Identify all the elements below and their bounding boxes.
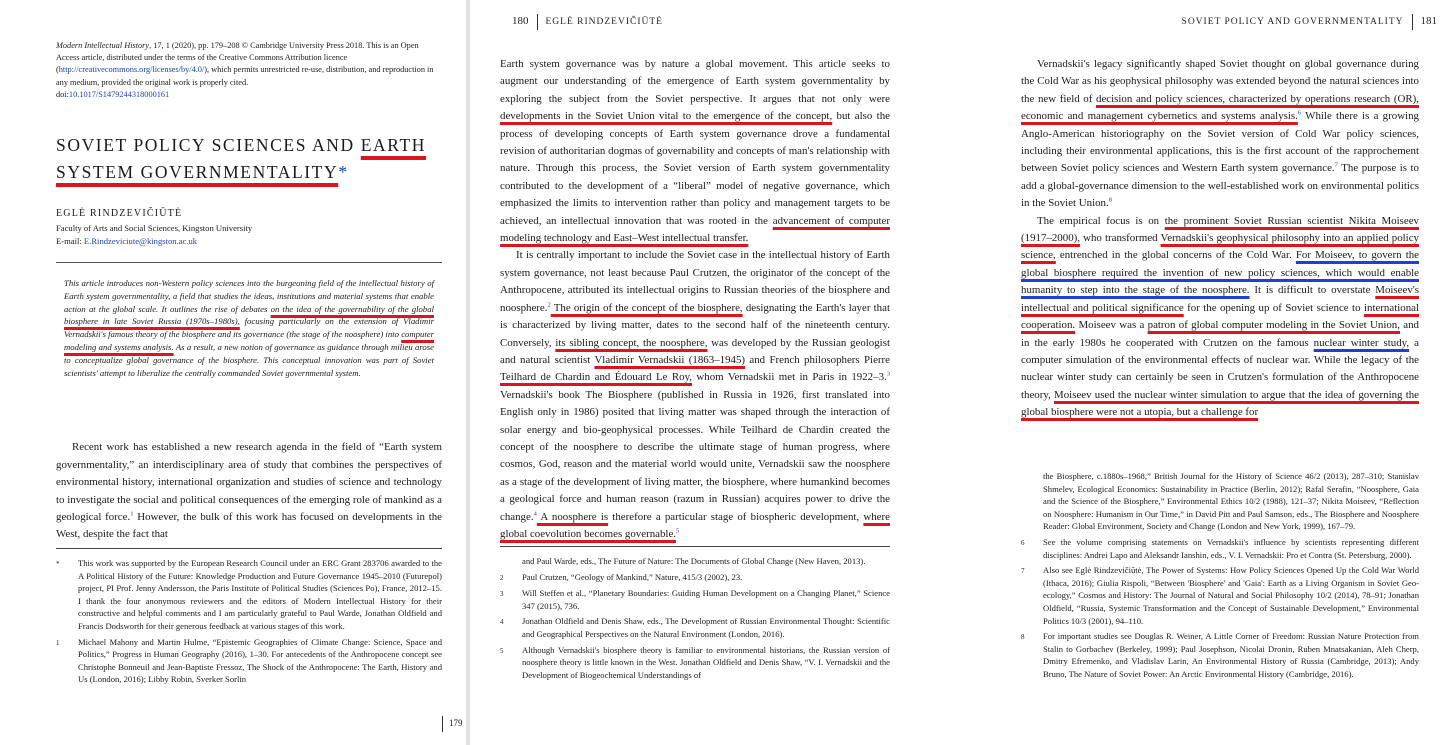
highlight-underline: its sibling concept, the noosphere,	[555, 336, 708, 349]
footnote: 6 See the volume comprising statements on Vernadskii's influence by scientists representing different disciplines: Andrei Lapo and Aleksandr Ianshin, eds., V. I. Vernadskii: Pro et Contra (St. Petersburg, 2000).	[1021, 536, 1419, 560]
footnotes	[56, 548, 442, 689]
body-text	[1021, 56, 1419, 422]
highlight-underline: where global coevolution becomes governable.	[500, 510, 890, 540]
highlight-underline: patron of global computer modeling in the Soviet Union,	[1147, 319, 1400, 332]
footnote-link[interactable]: 1	[130, 510, 134, 518]
footnote: 4 Jonathan Oldfield and Denis Shaw, eds., The Development of Russian Environmental Thought: Scientific and Geographical Perspectives on the Natural Environment (London, 2016).	[500, 616, 890, 639]
highlight-underline: Teilhard de Chardin and Édouard Le Roy,	[500, 371, 693, 384]
article-meta: Modern Intellectual History, 17, 1 (2020), pp. 179–208 © Cambridge University Press 2018. This is an Open Access article, distributed under the terms of the Creative Commons Attribution licence (http://creativecommons.org/licenses/by/4.0/), which permits unrestricted re-use, distribution, and reproduction in any medium, provided the original work is properly cited. doi:10.1017/S1479244318000161	[56, 41, 434, 99]
footnote: * This work was supported by the European Research Council under an ERC Grant 283706 awarded to the A Political History of the Future: Knowledge Production and Future Governance 1945–2010 (Futurepol) project, PI Prof. Jenny Andersson, the Paris Institute of Political Studies (Sciences Po), France, 2012–15. I thank the four anonymous reviewers and the editors of Modern Intellectual History for their constructive and helpful comments and I am particularly grateful to Paul Warde, Jonathan Oldfield and Francis Dodsworth for their generous feedback at various stages of this work.	[56, 558, 442, 631]
highlight-underline: Moiseev used the nuclear winter simulation to argue that the idea of governing the global biosphere were not a utopia, but a challenge for	[1021, 388, 1419, 419]
running-head: SOVIET POLICY AND GOVERNMENTALITY 181	[1182, 14, 1437, 30]
page-spread	[470, 0, 1456, 745]
paragraph: Recent work has established a new research agenda in the field of “Earth system governmentality,” an interdisciplinary area of study that combines the perspectives of environmental history, international organization and studies of science and technology to investigate the social and political consequences of the emerging role of mankind as a geological force.$^1$ However, the bulk of this work has focused on developments in the West, despite the fact that	[56, 441, 442, 541]
highlight-underline: decision and policy sciences, characterized by operations research (OR), economic and management cybernetics and systems analysis.	[1021, 92, 1419, 123]
author-affiliation: Faculty of Arts and Social Sciences, Kingston University E-mail: E.Rindzeviciute@kingston.ac.uk	[56, 223, 253, 247]
highlight-underline: computer modeling and systems analysis.	[64, 329, 434, 352]
body-text	[56, 439, 442, 543]
footnote: 2 Paul Crutzen, “Geology of Mankind,” Nature, 415/3 (2002), 23.	[500, 571, 743, 582]
highlight-underline: Vladimir Vernadskii (1863–1945)	[594, 353, 746, 366]
footnote: and Paul Warde, eds., The Future of Nature: The Documents of Global Change (New Haven, 2013).	[522, 556, 866, 566]
highlight-underline: Vernadskii's geophysical philosophy into an applied policy science,	[1021, 232, 1419, 262]
footnote: 3 Will Steffen et al., “Planetary Boundaries: Guiding Human Development on a Changing Planet,” Science 347 (2015), 736.	[500, 588, 890, 611]
page-number: 179	[442, 716, 463, 732]
paragraph: Earth system governance was by nature a global movement. This article seeks to augment our understanding of the emergence of Earth system governmentality by exploring the subject from the Soviet perspective. It argues that not only were developments in the Soviet Union vital to the emergence of the concept, but also the process of developing concepts of Earth system governance drove a fundamental revision of authoritarian dogmas of governability and concepts of man's relationship with nature. Through this process, the Soviet version of Earth system governmentality contributed to the development of a “liberal” model of negative governance, which emphasized the limits to intervention rather than policy and management targets to be achieved, an intellectual innovation that was rooted in the advancement of computer modeling technology and East–West intellectual transfer.	[500, 58, 890, 245]
highlight-underline-blue: For Moiseev, to govern the global biosphere required the invention of new policy sciences, which would enable humanity to step into the stage of the noosphere.	[1021, 249, 1420, 297]
highlight-underline-blue: nuclear winter study,	[1313, 336, 1410, 349]
paragraph: Vernadskii's legacy significantly shaped Soviet thought on global governance during the Cold War as his geophysical philosophy was extended beyond the natural sciences into the new field of decision and policy sciences, characterized by operations research (OR), economic and management cybernetics and systems analysis.$^6$ While there is a growing Anglo-American historiography on the Soviet version of Cold War policy sciences, including their environmental applications, this is the first account of the rapprochement between Soviet policy sciences and Western Earth system governance.$^7$ The purpose is to add a global-governance dimension to the well-established work on environmental politics in the Soviet Union.$^8$	[1021, 58, 1420, 210]
article-title: SOVIET POLICY SCIENCES AND EARTH SYSTEM GOVERNMENTALITY*	[56, 135, 427, 183]
footnote-link[interactable]: 8	[1108, 196, 1112, 204]
footnote-link[interactable]: 4	[533, 509, 537, 517]
paragraph: It is centrally important to include the Soviet case in the intellectual history of Earth system governance, not least because Paul Crutzen, the originator of the concept of the Anthropocene, attributed its intellectual origins to Russian theories of the biosphere and noosphere.$^2$ The origin of the concept of the biosphere, designating the Earth's layer that is characterized by living matter, dates to the second half of the nineteenth century. Conversely, its sibling concept, the noosphere, was developed by the Russian geologist and natural scientist Vladimir Vernadskii (1863–1945) and French philosophers Pierre Teilhard de Chardin and Édouard Le Roy, whom Vernadskii met in Paris in 1922–3.$^3$ Vernadskii's book The Biosphere (published in Russia in 1926, first translated into English only in 1986) posited that living matter was shaped through the interaction of solar energy and bio-geophysical processes. While Teilhard de Chardin created the concept of the noosphere to describe the ultimate stage of human progress, where cosmos, God, reason and the material world would unite, Vernadskii saw the noosphere as a stage of the development of living matter, the biosphere, where humankind becomes a geological force and human reason (razum in Russian) acquires power to drive the change.$^4$ A noosphere is therefore a particular stage of biospheric development, where global coevolution becomes governable.$^5$	[500, 249, 890, 540]
highlight-underline: A noosphere is	[536, 510, 609, 523]
footnotes	[1021, 470, 1419, 684]
footnote-rule	[500, 546, 890, 547]
footnote-link[interactable]: 3	[886, 370, 890, 378]
footnote: 1 Michael Mahony and Martin Hulme, “Epistemic Geographies of Climate Change: Science, Space and Politics,” Progress in Human Geography (2016), 1–30. For antecedents of the Anthropocene concept see Christophe Bonneuil and Jean-Baptiste Fressoz, The Shock of the Anthropocene: The Earth, History and Us (London, 2016); Libby Robin, Sverker Sorlin	[56, 636, 442, 685]
doi-link[interactable]: 10.1017/S1479244318000161	[68, 89, 170, 99]
footnote-link[interactable]: 6	[1297, 109, 1302, 117]
highlight-underline: Moiseev's intellectual and political significance	[1021, 284, 1419, 314]
page-179	[0, 0, 466, 745]
running-head: 180 EGLĖ RINDZEVIČIŪTĖ	[512, 14, 663, 30]
highlight-underline: SYSTEM GOVERNMENTALITY	[56, 162, 339, 183]
footnote-rule	[56, 548, 442, 549]
footnote: 8 For important studies see Douglas R. Weiner, A Little Corner of Freedom: Russian Nature Protection from Stalin to Gorbachev (Berkeley, 1999); Paul Josephson, Nicolai Dronin, Ruben Mnatsakanian, Aleh Cherp, Dmitry Efremenko, and Vladislav Larin, An Environmental History of Russia (Cambridge, 2013); Andy Bruno, The Nature of Soviet Power: An Arctic Environmental History (Cambridge, 2016).	[1021, 631, 1419, 679]
footnote-link[interactable]: 2	[547, 301, 551, 309]
footnote-link[interactable]: 5	[676, 527, 680, 535]
highlight-underline: The origin of the concept of the biosphere,	[550, 301, 743, 314]
footnote-link[interactable]: 7	[1334, 161, 1338, 169]
journal-name: Modern Intellectual History	[56, 41, 150, 50]
highlight-underline: advancement of computer modeling technology and East–West intellectual transfer.	[500, 214, 890, 245]
author-name: EGLĖ RINDZEVIČIŪTĖ	[56, 208, 183, 220]
divider	[56, 262, 442, 263]
highlight-underline: developments in the Soviet Union vital to the emergence of the concept,	[500, 110, 833, 123]
footnotes	[500, 546, 890, 684]
highlight-underline: international cooperation.	[1021, 301, 1420, 332]
footnote: 5 Although Vernadskii's biosphere theory is familiar to environmental historians, the Russian version of noosphere theory is little known in the West. Jonathan Oldfield and Denis Shaw, “V. I. Vernadskii and the Development of Biogeochemical Understandings of	[500, 644, 890, 680]
highlight-underline: EARTH	[360, 135, 427, 156]
paragraph: The empirical focus is on the prominent Soviet Russian scientist Nikita Moiseev (1917–2000), who transformed Vernadskii's geophysical philosophy into an applied policy science, entrenched in the global concerns of the Cold War. For Moiseev, to govern the global biosphere required the invention of new policy sciences, which would enable humanity to step into the stage of the noosphere. It is difficult to overstate Moiseev's intellectual and political significance for the opening up of Soviet science to international cooperation. Moiseev was a patron of global computer modeling in the Soviet Union, and in the early 1980s he cooperated with Crutzen on the famous nuclear winter study, a computer simulation of the environmental effects of nuclear war. While the legacy of the nuclear winter study can certainly be seen in Crutzen's formulation of the Anthropocene theory, Moiseev used the nuclear winter simulation to argue that the idea of governing the global biosphere were not a utopia, but a challenge for	[1021, 214, 1420, 419]
highlight-underline: the prominent Soviet Russian scientist Nikita Moiseev (1917–2000),	[1021, 214, 1419, 245]
license-link[interactable]: http://creativecommons.org/licenses/by/4.0/	[58, 65, 205, 75]
title-footnote-link[interactable]: *	[338, 162, 349, 183]
footnote: 7 Also see Eglė Rindzevičiūtė, The Power of Systems: How Policy Sciences Opened Up the Cold War World (Ithaca, 2016); Giulia Rispoli, “Between 'Biosphere' and 'Gaia': Earth as a Living Organism in Soviet Geo-ecology,” Cosmos and History: The Journal of Natural and Social Philosophy 10/2 (2014), 78–91; Jonathan Oldfield, “Russia, Systemic Transformation and the Concept of Sustainable Development,” Environmental Politics 10/3 (2001), 94–110.	[1021, 565, 1419, 626]
author-email-link[interactable]: E.Rindzeviciute@kingston.ac.uk	[83, 236, 198, 247]
body-text	[500, 56, 890, 543]
footnote: the Biosphere, c.1880s–1968,” British Journal for the History of Science 46/2 (2013), 287–310; Stanislav Shmelev, Ecological Economics: Sustainability in Practice (Berlin, 2012); Rafal Serafin, “Noosphere, Gaia and the Science of the Biosphere,” Environmental Ethics 10/2 (1988), 121–37; Nikita Moiseev, “Reflection on Noosphere: Humanism in Our Time,” in David Pitt and Paul Samson, eds., The Biosphere and Noosphere Reader: Global Environment, Society and Change (London and New York, 1999), 167–79.	[1043, 471, 1419, 532]
abstract: This article introduces non-Western policy sciences into the burgeoning field of the intellectual history of Earth system governmentality, a field that studies the ideas, institutions and material systems that enable action at the global scale. It outlines the rise of debates on the idea of the governability of the global biosphere in late Soviet Russia (1970s–1980s), focusing particularly on the extension of Vladimir Vernadskii's famous theory of the biosphere and its governance (the stage of the noosphere) into computer modeling and systems analysis. As a result, a new notion of governance as guidance through milieu arose to conceptualize global governance of the biosphere. This conceptual innovation was part of Soviet scientists' attempt to liberalize the centrally commanded Soviet governmental system.	[64, 278, 435, 378]
highlight-underline: on the idea of the governability of the global biosphere in late Soviet Russia (1970s–1980s),	[64, 303, 434, 327]
